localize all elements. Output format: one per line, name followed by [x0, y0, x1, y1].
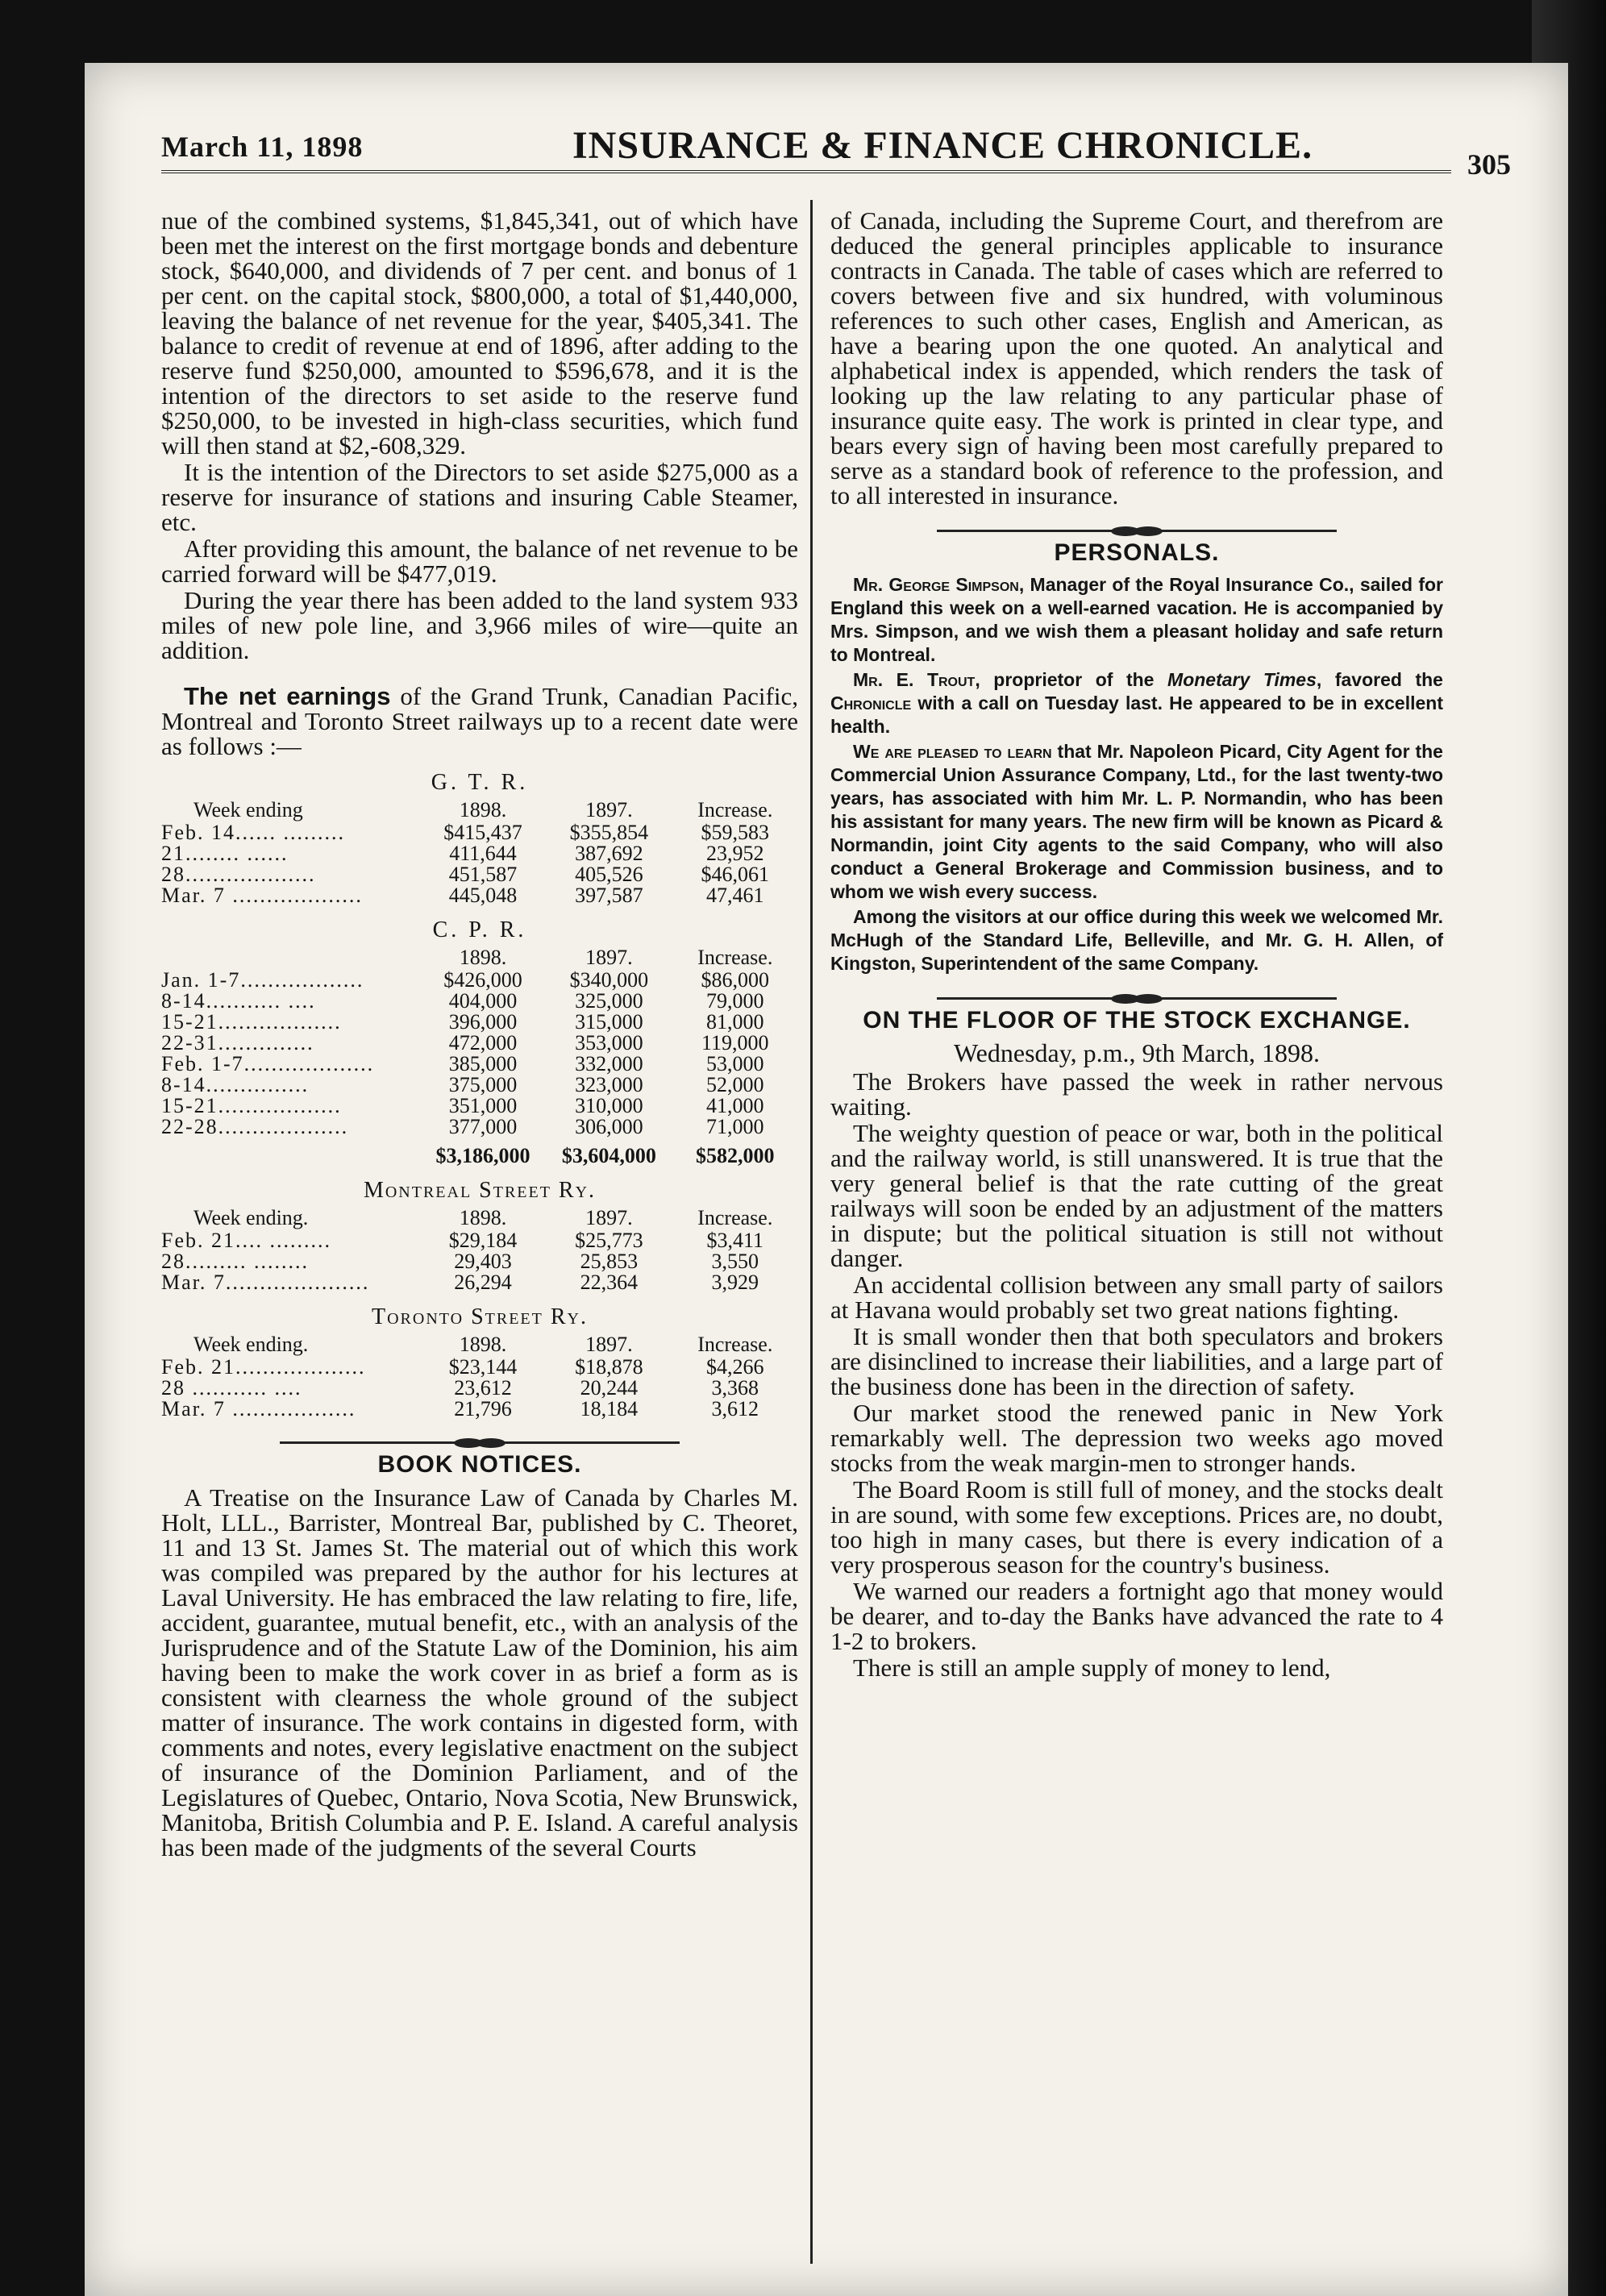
cell: 404,000	[448, 989, 518, 1013]
toronto-title: Toronto Street Ry.	[372, 1304, 588, 1329]
cell: 22,364	[580, 1271, 639, 1294]
table-row	[161, 1033, 798, 1054]
cell: $25,773	[575, 1229, 643, 1252]
cell: 451,587	[448, 863, 518, 886]
cell: 375,000	[448, 1073, 518, 1096]
row-label: 28 ........... ....	[161, 1378, 302, 1399]
earnings-intro-text: of the Grand Trunk, Canadian Pacific, Montreal and Toronto Street railways up to a recent date were as follows :—	[161, 682, 798, 760]
row-label: 28......... ........	[161, 1251, 309, 1272]
earnings-intro	[161, 684, 798, 759]
cell: 3,612	[711, 1397, 759, 1420]
personal-text: proprietor of the	[980, 669, 1168, 690]
cell: 29,403	[454, 1250, 512, 1273]
cell: $86,000	[701, 968, 770, 992]
cell: 3,368	[711, 1376, 759, 1400]
page-header	[161, 123, 1516, 188]
cell: 377,000	[448, 1115, 518, 1138]
cell: 396,000	[448, 1010, 518, 1034]
header-rule	[161, 170, 1451, 173]
earnings-lead: The net earnings	[184, 682, 391, 710]
cell: $4,266	[706, 1355, 764, 1379]
col-header: Increase.	[697, 798, 773, 821]
cell: 385,000	[448, 1052, 518, 1075]
row-label: Mar. 7.....................	[161, 1272, 370, 1293]
col-header: 1897.	[585, 946, 633, 969]
col-header: 1898.	[459, 946, 507, 969]
cell: 387,692	[575, 842, 643, 865]
paragraph: After providing this amount, the balance of net revenue to be carried forward will be $477,019.	[161, 534, 798, 588]
row-label: 8-14........... ....	[161, 991, 316, 1012]
row-label: 22-28...................	[161, 1117, 349, 1138]
row-label: Feb. 1-7...................	[161, 1054, 375, 1075]
paragraph: It is the intention of the Directors to set aside $275,000 as a reserve for insurance of stations and insuring Cable Steamer, etc.	[161, 458, 798, 536]
cell: 119,000	[701, 1031, 769, 1054]
week-label: Week ending.	[193, 1333, 309, 1356]
cell: 47,461	[706, 884, 764, 907]
col-header: 1897.	[585, 1333, 633, 1356]
gtr-table	[161, 798, 798, 906]
cell: 52,000	[706, 1073, 764, 1096]
table-row	[161, 822, 798, 843]
table-row	[161, 1117, 798, 1138]
cell: 310,000	[575, 1094, 643, 1117]
row-label: 22-31..............	[161, 1033, 314, 1054]
table-row	[161, 1230, 798, 1251]
cell: 332,000	[575, 1052, 643, 1075]
paragraph: Our market stood the renewed panic in New York remarkably well. The depression two weeks ago moved stocks from the weak margin-men to stronger hands.	[830, 1399, 1443, 1477]
week-label: Week ending	[193, 798, 303, 821]
paragraph: The weighty question of peace or war, both in the political and the railway world, is still unanswered. It is true that the very general belief is that the rate cutting of the great railways will soon be ended by an adjustment of the matters in dispute; but the political situation is still not without danger.	[830, 1119, 1443, 1272]
cpr-title: C. P. R.	[432, 917, 527, 942]
cell: $18,878	[575, 1355, 643, 1379]
cell: $46,061	[701, 863, 770, 886]
ornament-divider	[830, 984, 1443, 996]
cell: 351,000	[448, 1094, 518, 1117]
col-header: 1897.	[585, 798, 633, 821]
col-header: 1898.	[459, 1206, 507, 1229]
cell: 3,929	[711, 1271, 759, 1294]
paragraph: It is small wonder then that both speculators and brokers are disinclined to increase their liabilities, and a large part of the business done has been in the direction of safety.	[830, 1322, 1443, 1400]
table-row	[161, 1012, 798, 1033]
cell: $340,000	[569, 968, 649, 992]
personal-lead: We are pleased to learn	[853, 741, 1052, 762]
table-row	[161, 1096, 798, 1117]
row-label: Mar. 7 ...................	[161, 885, 363, 906]
paragraph: An accidental collision between any small party of sailors at Havana would probably set two great nations fighting.	[830, 1271, 1443, 1324]
row-label: Jan. 1-7..................	[161, 970, 364, 991]
cell: $355,854	[569, 821, 649, 844]
personal-item	[830, 573, 1443, 667]
table-row	[161, 1075, 798, 1096]
total-cell: $582,000	[696, 1144, 775, 1167]
header-date: March 11, 1898	[161, 131, 364, 163]
cell: $415,437	[443, 821, 522, 844]
col-header: Increase.	[697, 1206, 773, 1229]
cell: 25,853	[580, 1250, 639, 1273]
table-row	[161, 1378, 798, 1399]
table-row	[161, 843, 798, 864]
cell: 20,244	[580, 1376, 639, 1400]
cell: 79,000	[706, 989, 764, 1013]
row-label: Feb. 14...... .........	[161, 822, 345, 843]
publication-name: Monetary Times	[1167, 669, 1317, 690]
ornament-divider	[161, 1428, 798, 1441]
cell: $59,583	[701, 821, 770, 844]
cell: 26,294	[454, 1271, 512, 1294]
header-title: INSURANCE & FINANCE CHRONICLE.	[572, 124, 1313, 167]
cell: 353,000	[575, 1031, 643, 1054]
right-column	[830, 208, 1443, 1682]
newspaper-sheet	[85, 63, 1568, 2296]
total-cell: $3,186,000	[435, 1144, 530, 1167]
total-cell: $3,604,000	[561, 1144, 656, 1167]
cell: 3,550	[711, 1250, 759, 1273]
paragraph: The Board Room is still full of money, and the stocks dealt in are sound, with some few exceptions. Prices are, no doubt, too high in many cases, but there is every indication of a very prosperous season for the country's business.	[830, 1475, 1443, 1578]
row-label: Feb. 21...................	[161, 1357, 366, 1378]
row-label: Mar. 7 ..................	[161, 1399, 356, 1420]
personal-item	[830, 668, 1443, 738]
total-label-empty	[161, 1138, 420, 1167]
table-row	[161, 885, 798, 906]
personal-item: Among the visitors at our office during this week we welcomed Mr. McHugh of the Standard Life, Belleville, and Mr. G. H. Allen, of Kingston, Superintendent of the same Company.	[830, 906, 1443, 974]
cell: 21,796	[454, 1397, 512, 1420]
cell: 325,000	[575, 989, 643, 1013]
paragraph: During the year there has been added to the land system 933 miles of new pole line, and 3,966 miles of wire—quite an addition.	[161, 586, 798, 664]
row-label: 15-21..................	[161, 1096, 342, 1117]
cell: 445,048	[448, 884, 518, 907]
cell: 472,000	[448, 1031, 518, 1054]
paragraph: The Brokers have passed the week in rather nervous waiting.	[830, 1067, 1443, 1121]
cell: 323,000	[575, 1073, 643, 1096]
cell: 23,952	[706, 842, 764, 865]
cell: $23,144	[448, 1355, 518, 1379]
cell: 315,000	[575, 1010, 643, 1034]
paragraph: nue of the combined systems, $1,845,341, out of which have been met the interest on the first mortgage bonds and debenture stock, $640,000, and dividends of 7 per cent. and bonus of 1 per cent. on the capital stock, $800,000, a total of $1,440,000, leaving the balance of net revenue for the year, $405,341. The balance to credit of revenue at end of 1896, after adding to the reserve fund $250,000, amounted to $596,678, and it is the intention of the directors to set aside to the reserve fund $250,000, to be invested in high-class securities, which fund will then stand at $2,-608,329.	[161, 206, 798, 460]
cell: $29,184	[448, 1229, 518, 1252]
personal-text: that Mr. Napoleon Picard, City Agent for the Commercial Union Assurance Company, Ltd., for the last twenty-two years, has associated with him Mr. L. P. Normandin, who has been his assistant for many years. The new firm will be known as Picard & Normandin, joint City agents to the said Company, who will also conduct a General Brokerage and Commission business, and to whom we wish every success.	[830, 741, 1443, 902]
table-header-row	[161, 946, 798, 970]
table-row	[161, 1054, 798, 1075]
column-divider	[810, 200, 813, 2264]
week-label-empty	[161, 946, 420, 970]
table-row	[161, 1272, 798, 1293]
cell: 306,000	[575, 1115, 643, 1138]
cell: 23,612	[454, 1376, 512, 1400]
cell: $3,411	[706, 1229, 764, 1252]
publication-name: Chronicle	[830, 693, 912, 713]
table-row	[161, 991, 798, 1012]
cell: 71,000	[706, 1115, 764, 1138]
row-label: 8-14...............	[161, 1075, 310, 1096]
cell: 81,000	[706, 1010, 764, 1034]
cell: 405,526	[575, 863, 643, 886]
montreal-table	[161, 1206, 798, 1293]
ornament-divider	[830, 516, 1443, 529]
book-notices-heading: BOOK NOTICES.	[377, 1451, 582, 1478]
paragraph: of Canada, including the Supreme Court, and therefrom are deduced the general principles applicable to insurance contracts in Canada. The table of cases which are referred to covers between five and six hundred, with voluminous references to such other cases, English and American, as have a bearing upon the one quoted. An analytical and alphabetical index is appended, which renders the task of looking up the law relating to any particular phase of insurance quite easy. The work is printed in clear type, and bears every sign of having been most carefully prepared to serve as a standard book of reference to the profession, and to all interested in insurance.	[830, 206, 1443, 510]
person-name: Mr. E. Trout,	[853, 669, 980, 690]
paragraph: There is still an ample supply of money to lend,	[853, 1653, 1331, 1682]
col-header: 1898.	[459, 1333, 507, 1356]
paragraph: We warned our readers a fortnight ago that money would be dearer, and to-day the Banks have advanced the rate to 4 1-2 to brokers.	[830, 1577, 1443, 1655]
row-label: 28...................	[161, 864, 316, 885]
table-row	[161, 1251, 798, 1272]
col-header: 1897.	[585, 1206, 633, 1229]
week-label: Week ending.	[193, 1206, 309, 1229]
col-header: Increase.	[697, 1333, 773, 1356]
col-header: 1898.	[459, 798, 507, 821]
stock-dateline: Wednesday, p.m., 9th March, 1898.	[954, 1038, 1320, 1067]
personal-text: Manager of the Royal Insurance Co., sailed for England this week on a well-earned vacation. He is accompanied by Mrs. Simpson, and we wish them a pleasant holiday and safe return to Montreal.	[830, 574, 1443, 665]
cell: 397,587	[575, 884, 643, 907]
row-label: 15-21..................	[161, 1012, 342, 1033]
table-row	[161, 1399, 798, 1420]
cell: 411,644	[449, 842, 517, 865]
gtr-title: G. T. R.	[431, 770, 529, 795]
personal-text: , favored the	[1316, 669, 1443, 690]
left-column	[161, 208, 798, 1861]
stock-exchange-heading: ON THE FLOOR OF THE STOCK EXCHANGE.	[863, 1007, 1411, 1034]
page-number: 305	[1467, 148, 1511, 181]
table-row	[161, 1357, 798, 1378]
table-header-row	[161, 1206, 798, 1230]
personals-heading: PERSONALS.	[1054, 539, 1220, 566]
cell: $426,000	[443, 968, 522, 992]
total-row	[161, 1138, 798, 1167]
col-header: Increase.	[697, 946, 773, 969]
personal-item	[830, 740, 1443, 904]
personal-text: with a call on Tuesday last. He appeared to be in excellent health.	[830, 693, 1443, 737]
paragraph: A Treatise on the Insurance Law of Canada by Charles M. Holt, LLL., Barrister, Montreal Bar, published by C. Theoret, 11 and 13 St. James St. The material out of which this work was compiled was prepared by the author for his lectures at Laval University. He has embraced the law relating to fire, life, accident, guarantee, mutual benefit, etc., with an analysis of the Jurisprudence and of the Statute Law of the Dominion, his aim having been to make the work cover in as brief a form as is consistent with clearness the whole ground of the subject matter of insurance. The work contains in digested form, with comments and notes, every legislative enactment on the subject of insurance of the Dominion Parliament, and of the Legislatures of Quebec, Ontario, Nova Scotia, New Brunswick, Manitoba, British Columbia and P. E. Island. A careful analysis has been made of the judgments of the several Courts	[161, 1483, 798, 1861]
cell: 18,184	[580, 1397, 639, 1420]
toronto-table	[161, 1333, 798, 1420]
table-header-row	[161, 798, 798, 822]
row-label: Feb. 21.... .........	[161, 1230, 331, 1251]
cell: 53,000	[706, 1052, 764, 1075]
table-header-row	[161, 1333, 798, 1357]
row-label: 21........ ......	[161, 843, 289, 864]
cell: 41,000	[706, 1094, 764, 1117]
cpr-table	[161, 946, 798, 1167]
table-row	[161, 864, 798, 885]
montreal-title: Montreal Street Ry.	[363, 1178, 597, 1203]
table-row	[161, 970, 798, 991]
person-name: Mr. George Simpson,	[853, 574, 1025, 595]
